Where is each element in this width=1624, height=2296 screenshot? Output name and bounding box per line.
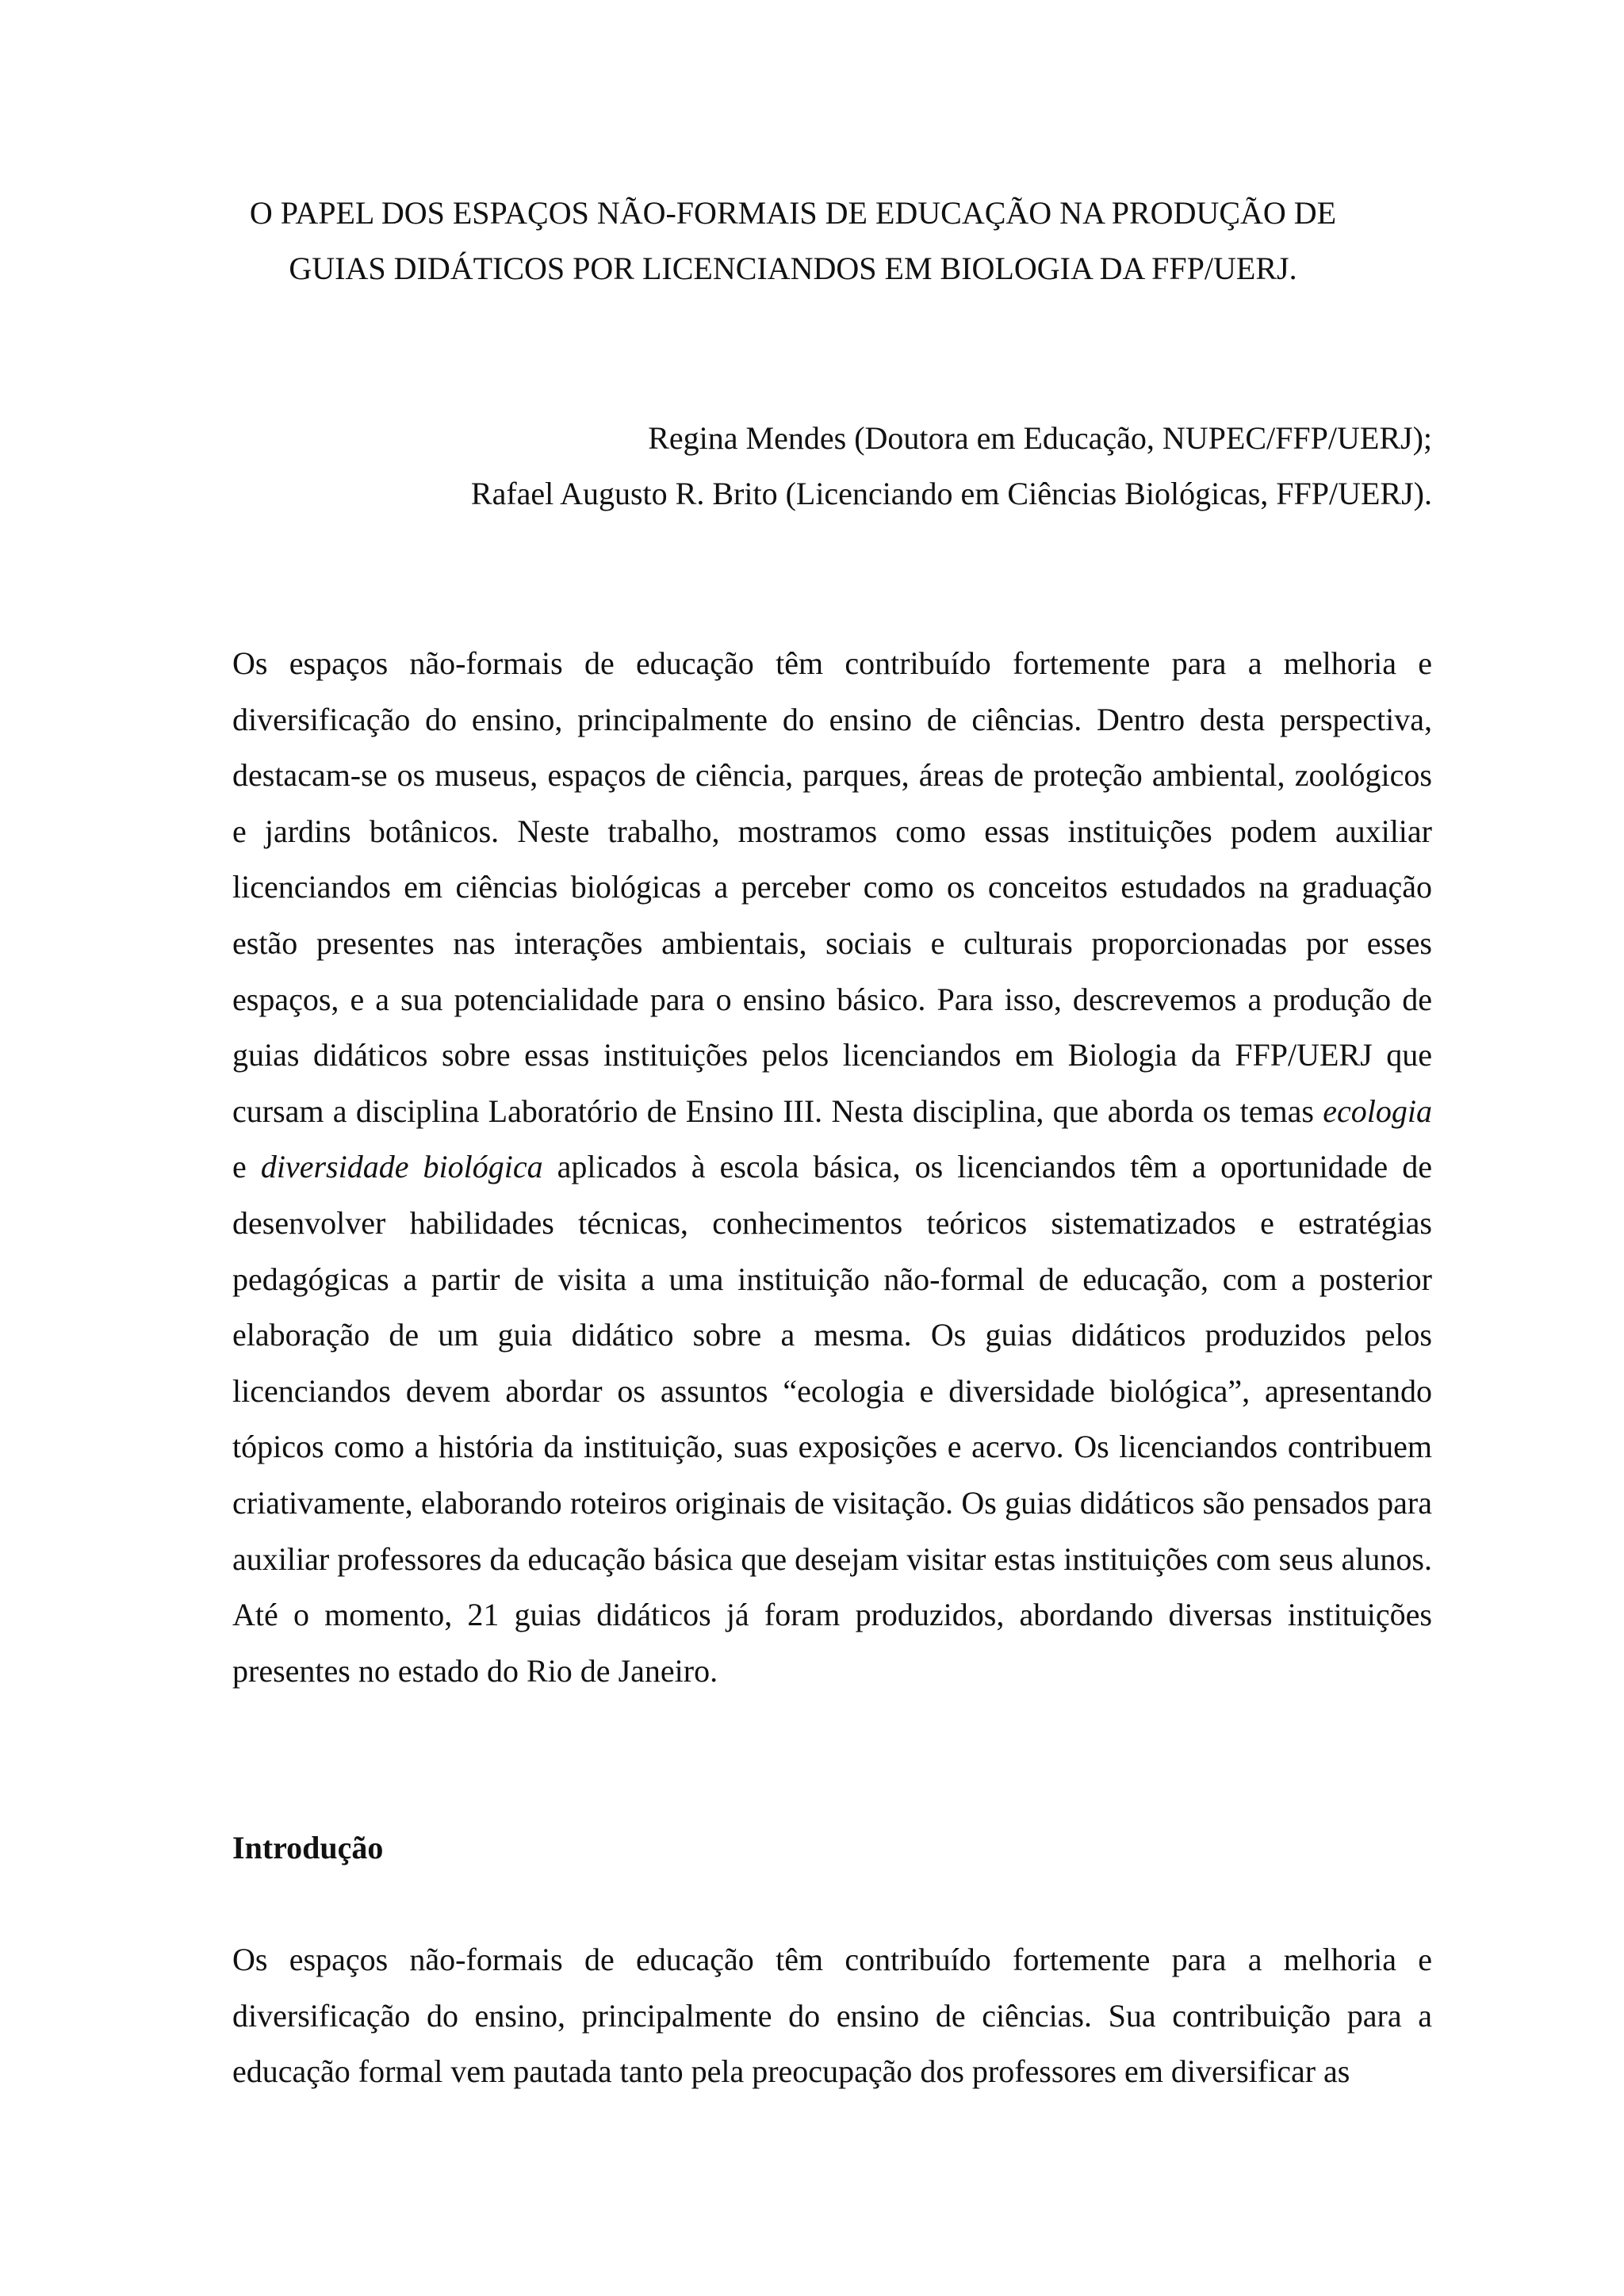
paper-title-line-1: O PAPEL DOS ESPAÇOS NÃO-FORMAIS DE EDUCAÇÃO NA PRODUÇÃO DE bbox=[249, 195, 1337, 231]
paper-title bbox=[198, 186, 1388, 297]
abstract-italic-diversidade: diversidade biológica bbox=[260, 1149, 543, 1185]
abstract-text-2: e bbox=[232, 1149, 261, 1185]
abstract-text-1: Os espaços não-formais de educação têm contribuído fortemente para a melhoria e diversificação do ensino, principalmente do ensino de ciências. Dentro desta perspectiva, destacam-se os museus, espaços de ciência, parques, áreas de proteção ambiental, zoológicos e jardins botânicos. Neste trabalho, mostramos como essas instituições podem auxiliar licenciandos em ciências biológicas a perceber como os conceitos estudados na graduação estão presentes nas interações ambientais, sociais e culturais proporcionadas por esses espaços, e a sua potencialidade para o ensino básico. Para isso, descrevemos a produção de guias didáticos sobre essas instituições pelos licenciandos em Biologia da FFP/UERJ que cursam a disciplina Laboratório de Ensino III. Nesta disciplina, que aborda os temas bbox=[232, 645, 1432, 1129]
introduction-paragraph: Os espaços não-formais de educação têm contribuído fortemente para a melhoria e diversificação do ensino, principalmente do ensino de ciências. Sua contribuição para a educação formal vem pautada tanto pela preocupação dos professores em diversificar as bbox=[232, 1942, 1432, 2090]
author-1: Regina Mendes (Doutora em Educação, NUPEC/FFP/UERJ); bbox=[648, 420, 1432, 456]
abstract-paragraph bbox=[232, 636, 1432, 1699]
paper-title-line-2: GUIAS DIDÁTICOS POR LICENCIANDOS EM BIOLOGIA DA FFP/UERJ. bbox=[289, 251, 1297, 286]
abstract-text-3: aplicados à escola básica, os licenciandos têm a oportunidade de desenvolver habilidades técnicas, conhecimentos teóricos sistematizados e estratégias pedagógicas a partir de visita a uma instituição não-formal de educação, com a posterior elaboração de um guia didático sobre a mesma. Os guias didáticos produzidos pelos licenciandos devem abordar os assuntos “ecologia e diversidade biológica”, apresentando tópicos como a história da instituição, suas exposições e acervo. Os licenciandos contribuem criativamente, elaborando roteiros originais de visitação. Os guias didáticos são pensados para auxiliar professores da educação básica que desejam visitar estas instituições com seus alunos. Até o momento, 21 guias didáticos já foram produzidos, abordando diversas instituições presentes no estado do Rio de Janeiro. bbox=[232, 1149, 1432, 1689]
author-2: Rafael Augusto R. Brito (Licenciando em Ciências Biológicas, FFP/UERJ). bbox=[470, 476, 1432, 511]
section-heading-introducao: Introdução bbox=[232, 1830, 384, 1866]
abstract-italic-ecologia: ecologia bbox=[1323, 1093, 1432, 1129]
author-list bbox=[317, 411, 1432, 522]
